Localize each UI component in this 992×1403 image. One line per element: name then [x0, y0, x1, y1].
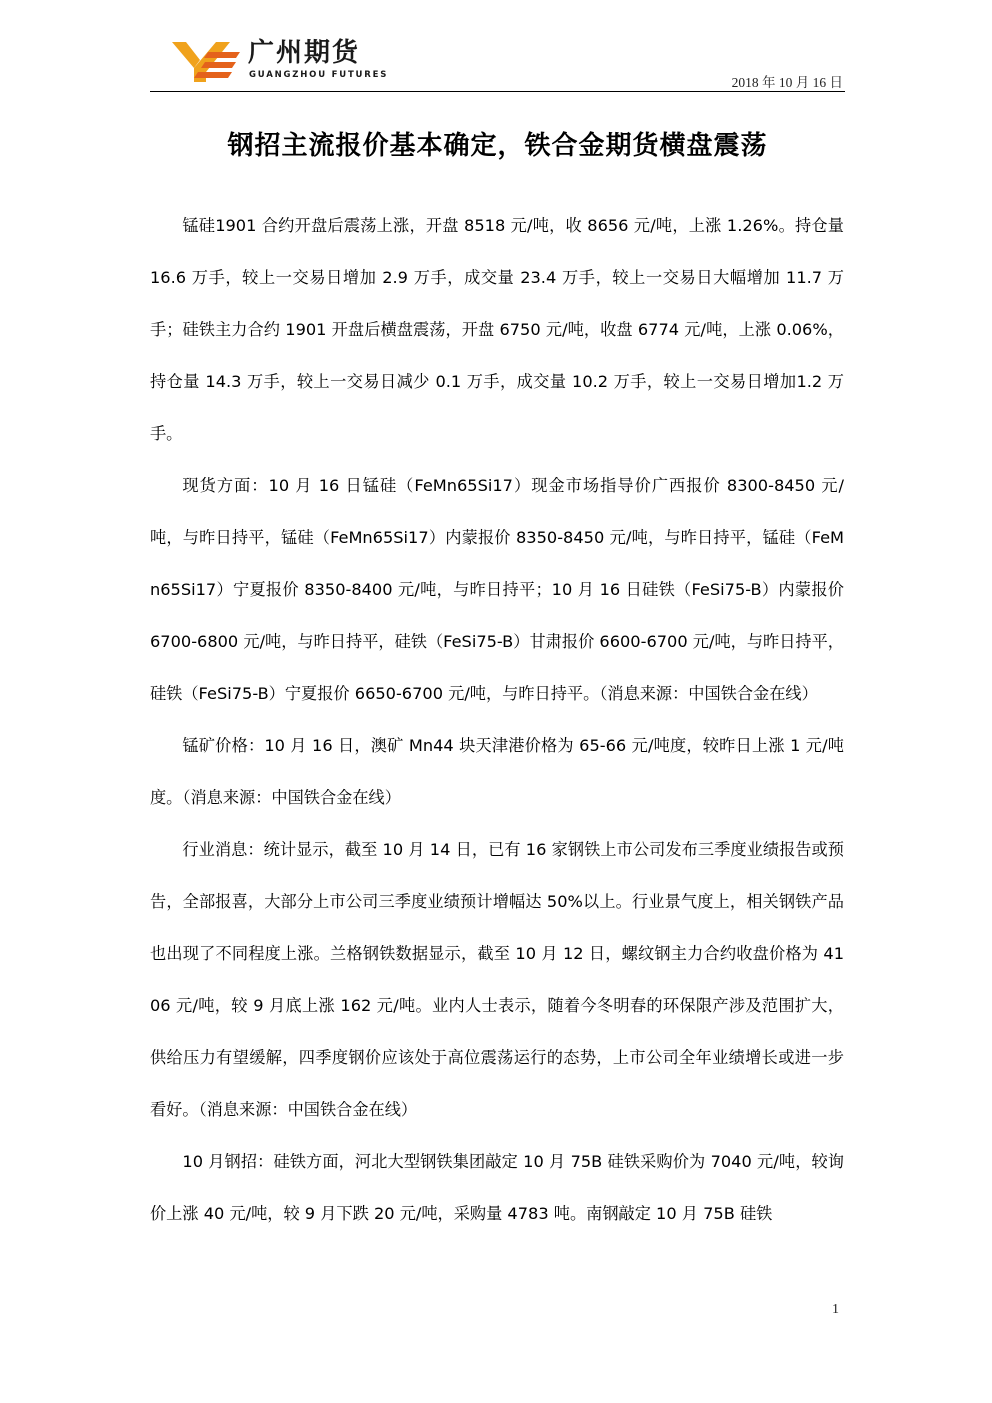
company-logo: [172, 38, 389, 82]
header-divider: [150, 91, 845, 92]
document-title: 钢招主流报价基本确定，铁合金期货横盘震荡: [227, 131, 768, 161]
logo-english-name: GUANGZHOU FUTURES: [249, 70, 389, 80]
report-date: 2018 年 10 月 16 日: [731, 75, 843, 90]
paragraph-industry-news: 行业消息：统计显示，截至 10 月 14 日，已有 16 家钢铁上市公司发布三季度业绩报告或预告，全部报喜，大部分上市公司三季度业绩预计增幅达 50%以上。行业景气度上，相关钢铁产品也出现了不同程度上涨。兰格钢铁数据显示，截至 10 月 12 日，螺纹钢主力合约收盘价格为 4106 元/吨，较 9 月底上涨 162 元/吨。业内人士表示，随着今冬明春的环保限产涉及范围扩大，供给压力有望缓解，四季度钢价应该处于高位震荡运行的态势，上市公司全年业绩增长或进一步看好。（消息来源：中国铁合金在线）: [150, 840, 844, 1119]
logo-chinese-name: 广州期货: [248, 38, 361, 68]
paragraph-steel-tender: 10 月钢招：硅铁方面，河北大型钢铁集团敲定 10 月 75B 硅铁采购价为 7040 元/吨，较询价上涨 40 元/吨，较 9 月下跌 20 元/吨，采购量 4783 吨。南钢敲定 10 月 75B 硅铁: [150, 1152, 844, 1223]
paragraph-spot-prices: 现货方面：10 月 16 日锰硅（FeMn65Si17）现金市场指导价广西报价 8300-8450 元/吨，与昨日持平，锰硅（FeMn65Si17）内蒙报价 8350-8450 元/吨，与昨日持平，锰硅（FeMn65Si17）宁夏报价 8350-8400 元/吨，与昨日持平；10 月 16 日硅铁（FeSi75-B）内蒙报价 6700-6800 元/吨，与昨日持平，硅铁（FeSi75-B）甘肃报价 6600-6700 元/吨，与昨日持平，硅铁（FeSi75-B）宁夏报价 6650-6700 元/吨，与昨日持平。（消息来源：中国铁合金在线）: [150, 476, 844, 703]
page-header: [150, 28, 845, 94]
logo-mark-icon: [172, 38, 240, 82]
page-number: 1: [832, 1302, 839, 1317]
document-body: [150, 200, 844, 1240]
paragraph-manganese-ore: 锰矿价格：10 月 16 日，澳矿 Mn44 块天津港价格为 65-66 元/吨度，较昨日上涨 1 元/吨度。（消息来源：中国铁合金在线）: [150, 736, 844, 807]
paragraph-futures-summary: 锰硅1901 合约开盘后震荡上涨，开盘 8518 元/吨，收 8656 元/吨，上涨 1.26%。持仓量 16.6 万手，较上一交易日增加 2.9 万手，成交量 23.4 万手，较上一交易日大幅增加 11.7 万手；硅铁主力合约 1901 开盘后横盘震荡，开盘 6750 元/吨，收盘 6774 元/吨，上涨 0.06%，持仓量 14.3 万手，较上一交易日减少 0.1 万手，成交量 10.2 万手，较上一交易日增加1.2 万手。: [150, 216, 844, 443]
